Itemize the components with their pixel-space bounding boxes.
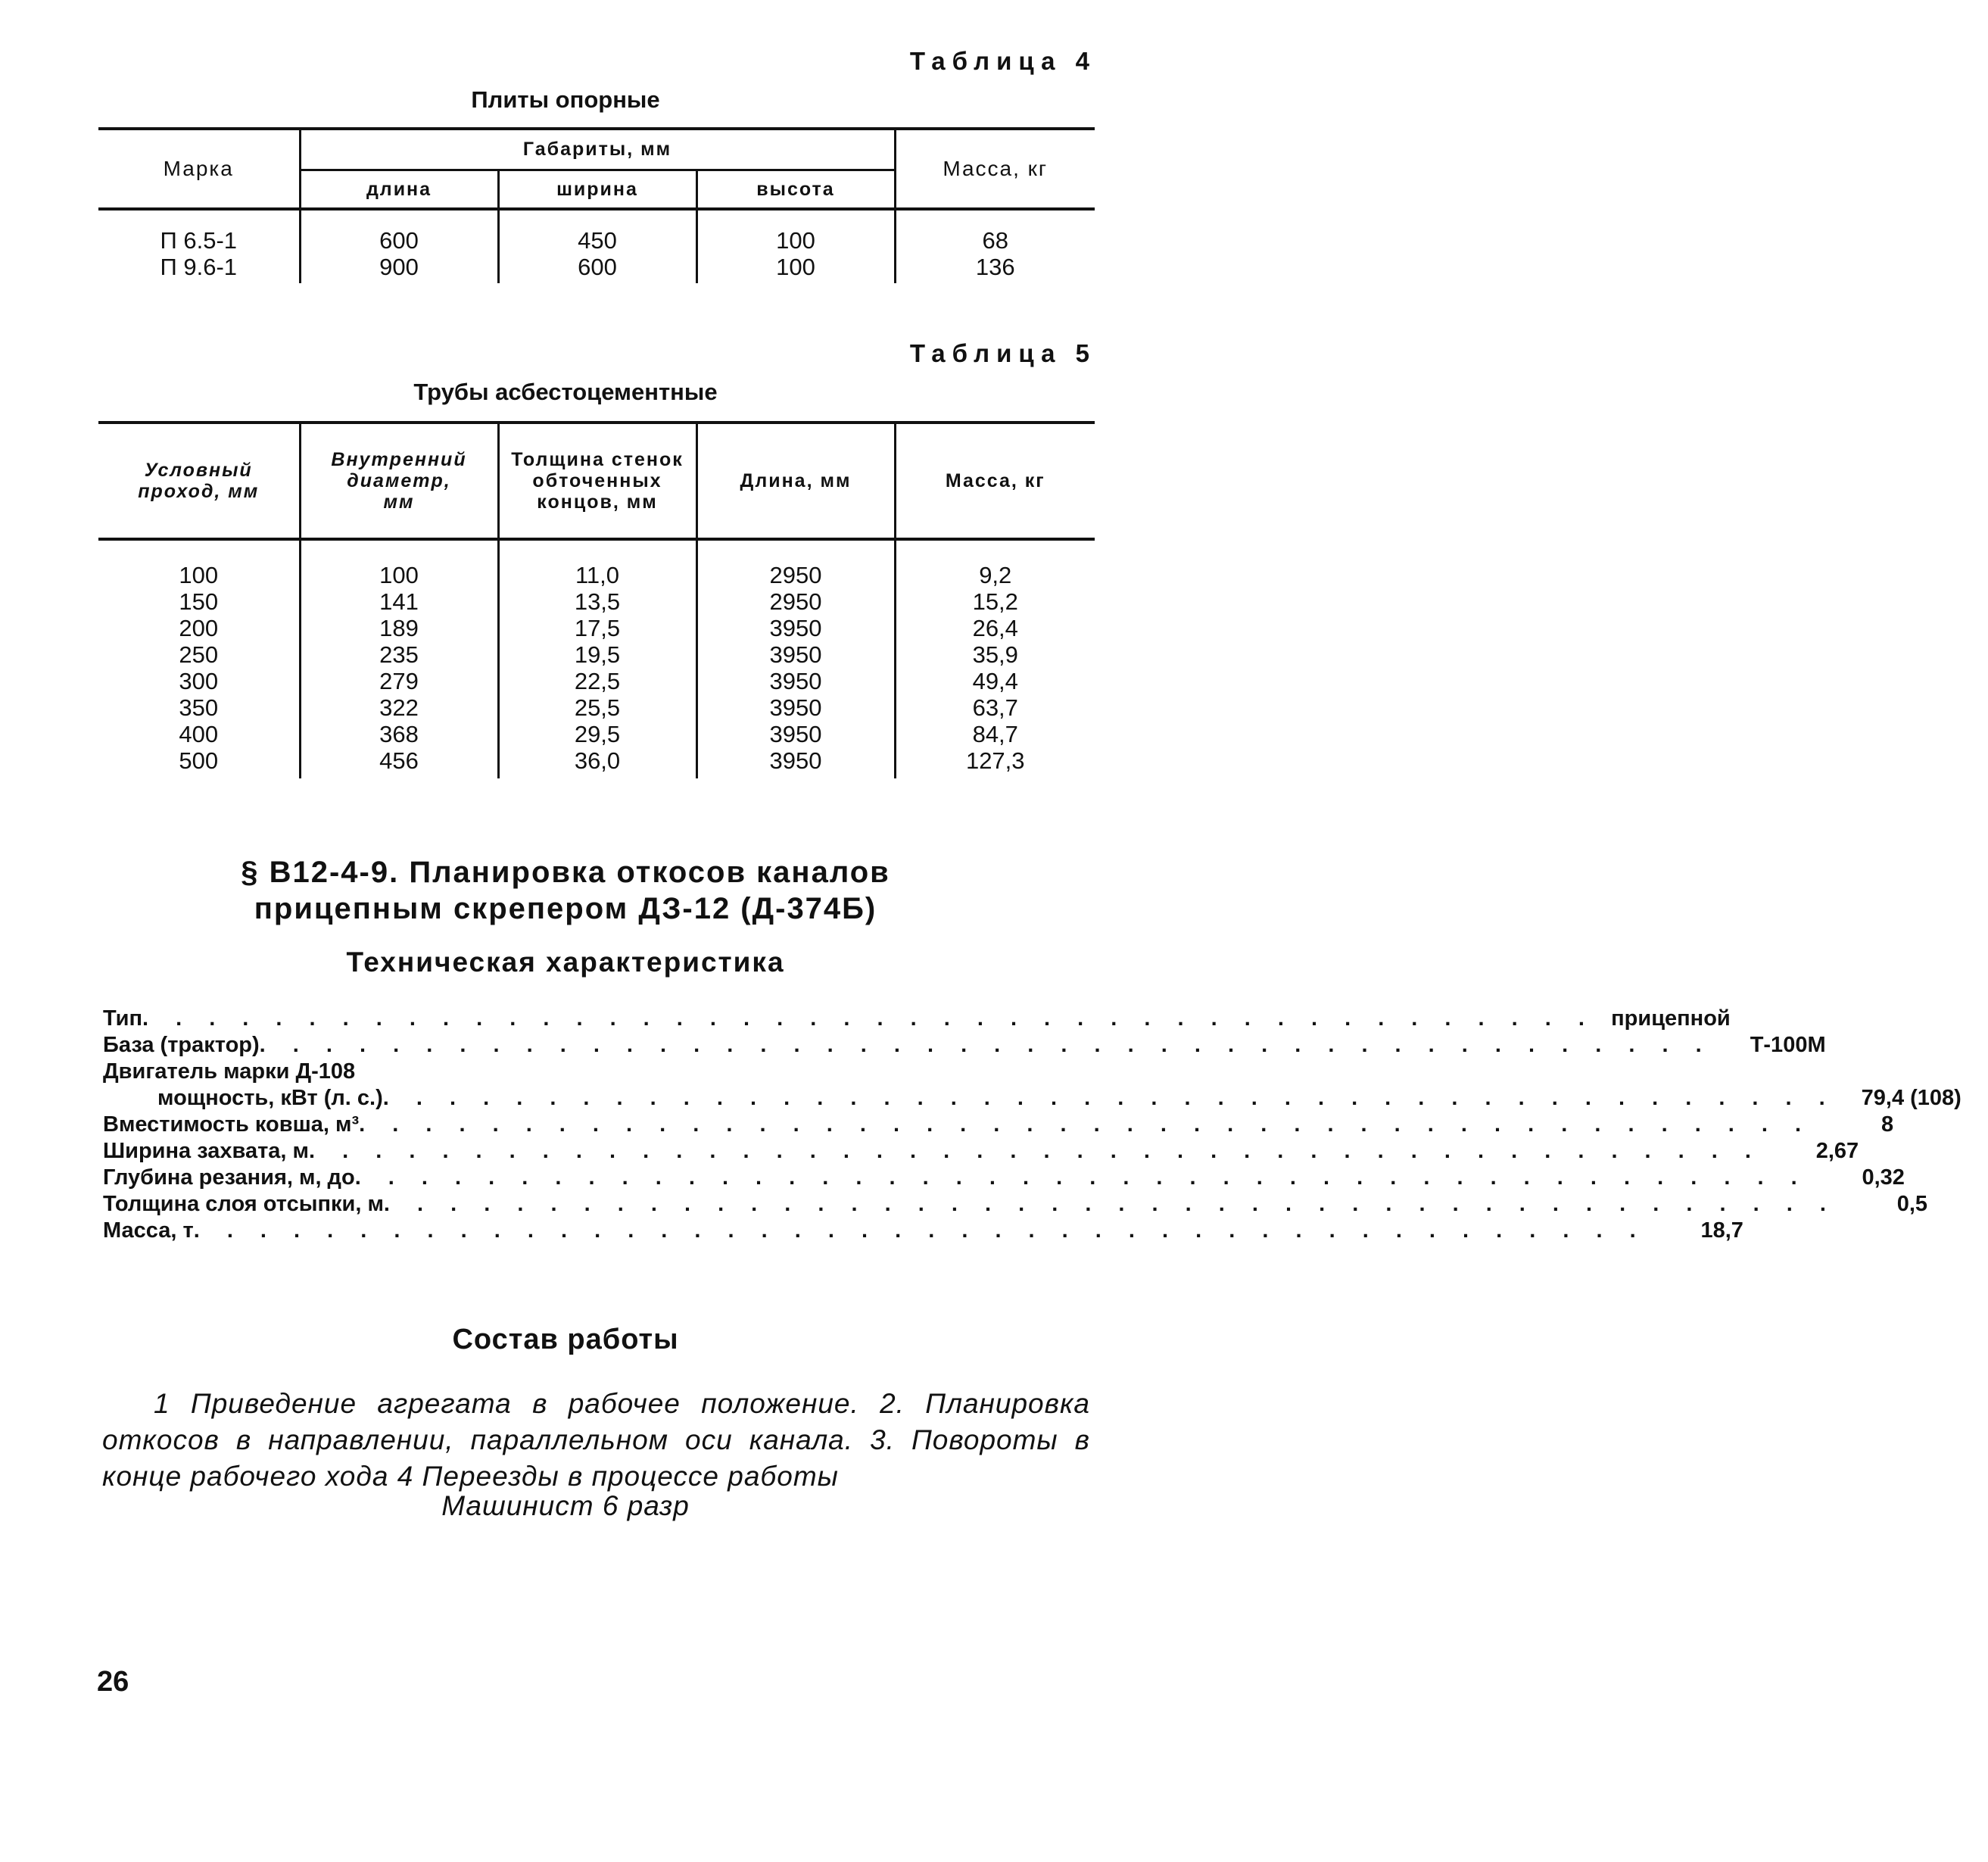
table-row xyxy=(98,588,1095,615)
table5-cell-wall: 22,5 xyxy=(498,668,696,694)
table5-cell-nominal: 100 xyxy=(179,562,219,588)
table5-cell-mass: 15,2 xyxy=(895,588,1095,615)
spec-leader-dots: . . . . . . . . . . . . . . . . . . . . . . . . . . . . . . . . . . . . . . . . . . . . xyxy=(383,1192,1837,1216)
spec-row xyxy=(103,1085,1962,1112)
table5-cell-inner: 189 xyxy=(300,615,498,641)
table5-title: Трубы асбестоцементные xyxy=(413,379,718,405)
table5-cell-inner: 100 xyxy=(300,539,498,588)
spec-value: 18,7 xyxy=(1700,1218,1743,1243)
table-row xyxy=(98,641,1095,668)
table4-cell-width: 450 xyxy=(498,209,696,254)
table5-header-wall: Толщина стенок обточенных концов, мм xyxy=(498,423,696,539)
table4 xyxy=(98,127,1095,283)
table-row xyxy=(98,615,1095,641)
table5-cell-length: 2950 xyxy=(696,588,895,615)
spec-label: Масса, т xyxy=(103,1218,194,1243)
table4-cell-length: 900 xyxy=(300,254,498,283)
table5-cell-length: 3950 xyxy=(696,694,895,721)
spec-leader-dots: . . . . . . . . . . . . . . . . . . . . . . . . . . . . . . . . . . . . . . . . . . . . xyxy=(359,1112,1812,1137)
spec-leader-dots: . . . . . . . . . . . . . . . . . . . . . . . . . . . . . . . . . . . . . . . . . . . . xyxy=(382,1086,1836,1110)
table5-cell-length: 3950 xyxy=(696,641,895,668)
table5-cell-inner: 368 xyxy=(300,721,498,747)
work-description: 1 Приведение агрегата в рабочее положение. 2. Планировка откосов в направлении, параллельном оси канала. 3. Повороты в конце рабочего хода 4 Переезды в процессе работы xyxy=(102,1388,1090,1492)
table5-cell-nominal: 250 xyxy=(179,641,219,668)
table5-cell-wall: 17,5 xyxy=(498,615,696,641)
spec-row xyxy=(103,1165,1905,1191)
table4-header-height: высота xyxy=(696,170,895,209)
spec-row xyxy=(103,1112,1894,1138)
spec-leader-dots: . . . . . . . . . . . . . . . . . . . . . . . . . . . . . . . . . . . . . . . . . . . . xyxy=(193,1218,1647,1243)
table5-header-mass: Масса, кг xyxy=(895,423,1095,539)
table5 xyxy=(98,421,1095,778)
spec-label: Вместимость ковша, м³ xyxy=(103,1112,360,1137)
table5-cell-wall: 29,5 xyxy=(498,721,696,747)
spec-label: Глубина резания, м, до xyxy=(103,1165,355,1190)
spec-leader-dots: . . . . . . . . . . . . . . . . . . . . . . . . . . . . . . . . . . . . . . . . . . . . xyxy=(354,1165,1808,1190)
table4-header-length: длина xyxy=(300,170,498,209)
table5-header-inner: Внутренний диаметр, мм xyxy=(300,423,498,539)
table5-cell-inner: 456 xyxy=(300,747,498,778)
table5-cell-inner: 141 xyxy=(300,588,498,615)
table5-cell-nominal: 150 xyxy=(179,588,219,615)
spec-row xyxy=(103,1218,1743,1244)
table5-cell-inner: 279 xyxy=(300,668,498,694)
table-row xyxy=(98,668,1095,694)
table5-cell-length: 2950 xyxy=(696,539,895,588)
table-row xyxy=(98,539,1095,588)
table5-cell-mass: 9,2 xyxy=(895,539,1095,588)
spec-value: 79,4 (108) xyxy=(1861,1086,1962,1110)
spec-leader-dots: . . . . . . . . . . . . . . . . . . . . . . . . . . . . . . . . . . . . . . . . . . . . xyxy=(259,1033,1712,1057)
spec-title: Техническая характеристика xyxy=(346,947,785,978)
section-title-line2: прицепным скрепером ДЗ-12 (Д-374Б) xyxy=(254,892,877,925)
spec-row xyxy=(103,1059,1087,1085)
table5-cell-nominal: 500 xyxy=(179,747,219,774)
spec-value: 2,67 xyxy=(1815,1139,1859,1163)
table5-cell-mass: 84,7 xyxy=(895,721,1095,747)
spec-label: Тип xyxy=(103,1006,142,1031)
spec-value: 8 xyxy=(1881,1112,1894,1137)
table5-cell-wall: 11,0 xyxy=(498,539,696,588)
table5-cell-nominal: 300 xyxy=(179,668,219,694)
spec-row xyxy=(103,1006,1731,1032)
table4-cell-length: 600 xyxy=(300,209,498,254)
spec-row xyxy=(103,1138,1859,1165)
table5-cell-wall: 25,5 xyxy=(498,694,696,721)
spec-label: Двигатель марки Д-108 xyxy=(103,1059,356,1084)
table5-header-nominal: Условный проход, мм xyxy=(138,460,260,502)
spec-row xyxy=(103,1032,1826,1059)
table5-cell-nominal: 350 xyxy=(179,694,219,721)
table4-caption: Таблица 4 xyxy=(909,47,1096,75)
table5-cell-mass: 26,4 xyxy=(895,615,1095,641)
spec-value: Т-100М xyxy=(1750,1033,1826,1057)
table4-cell-height: 100 xyxy=(696,209,895,254)
table5-cell-length: 3950 xyxy=(696,668,895,694)
table5-cell-wall: 19,5 xyxy=(498,641,696,668)
spec-value: 0,5 xyxy=(1896,1192,1928,1216)
table5-caption: Таблица 5 xyxy=(909,339,1096,367)
section-title xyxy=(0,854,1131,927)
table4-body xyxy=(98,209,1095,283)
worker-grade: Машинист 6 разр xyxy=(441,1490,690,1521)
spec-leader-dots: . . . . . . . . . . . . . . . . . . . . . . . . . . . . . . . . . . . . . . . . . . . . xyxy=(142,1006,1595,1031)
spec-label: Толщина слоя отсыпки, м xyxy=(103,1192,384,1216)
spec-label: Ширина захвата, м xyxy=(103,1139,309,1163)
work-title: Состав работы xyxy=(452,1324,679,1355)
table5-cell-mass: 35,9 xyxy=(895,641,1095,668)
spec-label: База (трактор) xyxy=(103,1033,260,1057)
table5-header-length: Длина, мм xyxy=(696,423,895,539)
spec-leader-dots: . . . . . . . . . . . . . . . . . . . . . . . . . . . . . . . . . . . . . . . . . . . . xyxy=(308,1139,1762,1163)
spec-row xyxy=(103,1191,1928,1218)
table-row xyxy=(98,694,1095,721)
table5-cell-mass: 63,7 xyxy=(895,694,1095,721)
spec-list xyxy=(103,1006,1962,1244)
table5-cell-length: 3950 xyxy=(696,615,895,641)
table-row xyxy=(98,254,1095,283)
table4-cell-mass: 68 xyxy=(895,209,1095,254)
table5-cell-inner: 235 xyxy=(300,641,498,668)
table5-cell-nominal: 200 xyxy=(179,615,219,641)
table4-header-dimensions: Габариты, мм xyxy=(300,129,895,170)
table4-header-mark: Марка xyxy=(98,129,300,209)
table4-cell-height: 100 xyxy=(696,254,895,283)
table4-cell-mark: П 6.5-1 xyxy=(160,227,238,254)
table5-cell-length: 3950 xyxy=(696,747,895,778)
table4-cell-mass: 136 xyxy=(895,254,1095,283)
section-title-line1: § В12-4-9. Планировка откосов каналов xyxy=(241,856,890,889)
table-row xyxy=(98,747,1095,778)
table5-cell-wall: 36,0 xyxy=(498,747,696,778)
table-row xyxy=(98,209,1095,254)
spec-value: 0,32 xyxy=(1862,1165,1905,1190)
table5-cell-wall: 13,5 xyxy=(498,588,696,615)
table5-cell-length: 3950 xyxy=(696,721,895,747)
table4-cell-width: 600 xyxy=(498,254,696,283)
table5-body xyxy=(98,539,1095,778)
page-number: 26 xyxy=(97,1666,129,1698)
table4-cell-mark: П 9.6-1 xyxy=(160,254,238,280)
table4-title: Плиты опорные xyxy=(471,86,660,113)
table5-cell-mass: 127,3 xyxy=(895,747,1095,778)
table5-cell-mass: 49,4 xyxy=(895,668,1095,694)
spec-value: прицепной xyxy=(1611,1006,1731,1031)
table-row xyxy=(98,721,1095,747)
table4-header-width: ширина xyxy=(498,170,696,209)
table5-cell-nominal: 400 xyxy=(179,721,219,747)
table5-cell-inner: 322 xyxy=(300,694,498,721)
table4-header-mass: Масса, кг xyxy=(895,129,1095,209)
spec-label: мощность, кВт (л. с.) xyxy=(157,1086,383,1110)
